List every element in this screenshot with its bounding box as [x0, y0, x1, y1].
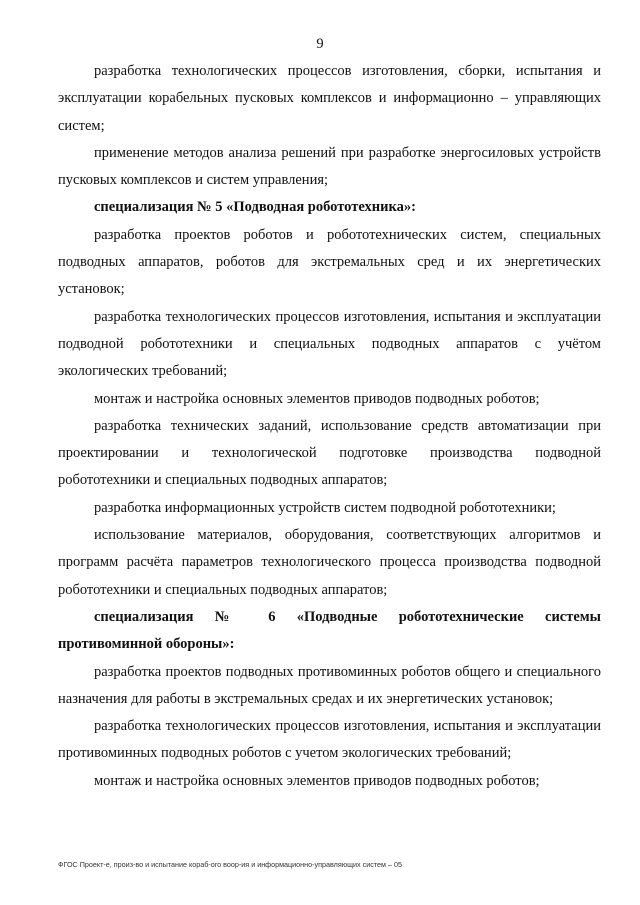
paragraph: разработка технологических процессов изготовления, испытания и эксплуатации противоминных подводных роботов с учетом экологических требований;: [58, 718, 601, 762]
page-footer: ФГОС Проект-е, произ-во и испытание кораб-ого воор-ия и информационно-управляющих систем – 05: [58, 860, 402, 869]
document-body: [58, 58, 601, 795]
paragraph: разработка проектов подводных противоминных роботов общего и специального назначения для работы в экстремальных средах и их энергетических установок;: [58, 663, 601, 707]
paragraph: монтаж и настройка основных элементов приводов подводных роботов;: [94, 390, 540, 407]
paragraph: разработка технологических процессов изготовления, сборки, испытания и эксплуатации корабельных пусковых комплексов и информационно – управляющих систем;: [58, 63, 601, 134]
paragraph: разработка технических заданий, использование средств автоматизации при проектировании и технологической подготовке производства подводной робототехники и специальных подводных аппаратов;: [58, 417, 601, 489]
paragraph: разработка информационных устройств систем подводной робототехники;: [94, 499, 556, 516]
paragraph: применение методов анализа решений при разработке энергосиловых устройств пусковых комплексов и систем управления;: [58, 144, 601, 189]
page-number: 9: [316, 36, 324, 52]
specialization-heading: специализация № 6 «Подводные робототехнические системы противоминной обороны»:: [58, 608, 601, 653]
paragraph: разработка проектов роботов и робототехнических систем, специальных подводных аппаратов, роботов для экстремальных сред и их энергетических установок;: [58, 226, 601, 298]
paragraph: монтаж и настройка основных элементов приводов подводных роботов;: [94, 772, 540, 789]
paragraph: использование материалов, оборудования, соответствующих алгоритмов и программ расчёта параметров технологического процесса производства подводной робототехники и специальных подводных аппаратов;: [58, 527, 601, 598]
specialization-heading: специализация № 5 «Подводная робототехника»:: [94, 199, 416, 216]
paragraph: разработка технологических процессов изготовления, испытания и эксплуатации подводной робототехники и специальных подводных аппаратов с учётом экологических требований;: [58, 308, 601, 380]
